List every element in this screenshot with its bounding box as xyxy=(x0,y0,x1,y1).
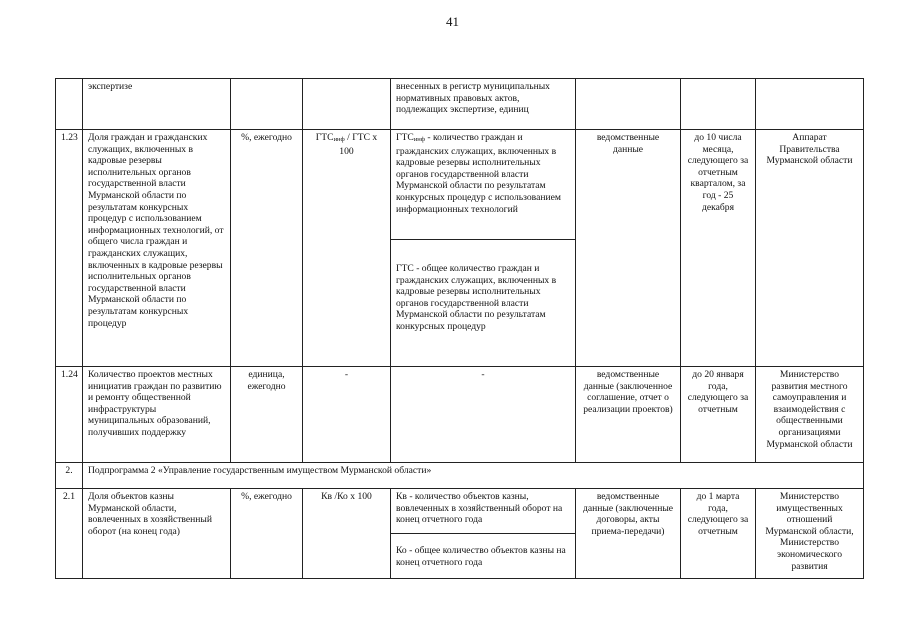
cell-formula-desc: внесенных в регистр муниципальных нормативных правовых актов, подлежащих экспертизе, единиц xyxy=(391,79,576,130)
formula-text: ГТС xyxy=(315,132,334,143)
cell-name: Доля граждан и гражданских служащих, включенных в кадровые резервы исполнительных органов государственной власти Мурманской области по результатам конкурсных процедур с использованием информационных технологий, от общего числа граждан и гражданских служащих, включенных в кадровые резервы исполнительных органов государственной власти Мурманской области по результатам конкурсных процедур xyxy=(83,130,231,367)
cell-deadline: до 10 числа месяца, следующего за отчетным кварталом, за год - 25 декабря xyxy=(681,130,756,367)
subprogram-title: Подпрограмма 2 «Управление государственным имуществом Мурманской области» xyxy=(83,463,864,489)
cell-deadline: до 1 марта года, следующего за отчетным xyxy=(681,489,756,579)
cell-formula xyxy=(303,79,391,130)
table-row xyxy=(56,489,864,534)
cell-deadline: до 20 января года, следующего за отчетным xyxy=(681,367,756,463)
cell-unit: единица, ежегодно xyxy=(231,367,303,463)
cell-formula: Кв /Ко x 100 xyxy=(303,489,391,579)
cell-formula-desc xyxy=(391,130,576,240)
cell-formula-desc: ГТС - общее количество граждан и гражданских служащих, включенных в кадровые резервы исполнительных органов государственной власти Мурманской области по результатам конкурсных процедур xyxy=(391,240,576,367)
cell-num: 1.24 xyxy=(56,367,83,463)
cell-unit: %, ежегодно xyxy=(231,489,303,579)
table-row xyxy=(56,79,864,130)
table-row xyxy=(56,367,864,463)
cell-formula-desc: - xyxy=(391,367,576,463)
cell-responsible: Министерство имущественных отношений Мурманской области, Министерство экономического развития xyxy=(756,489,864,579)
cell-unit xyxy=(231,79,303,130)
desc-subscript: инф xyxy=(413,136,425,143)
cell-source: ведомственные данные (заключенные договоры, акты приема-передачи) xyxy=(576,489,681,579)
cell-formula-desc: Ко - общее количество объектов казны на конец отчетного года xyxy=(391,534,576,579)
formula-subscript: инф xyxy=(333,136,345,143)
cell-deadline xyxy=(681,79,756,130)
indicators-table xyxy=(55,78,864,579)
cell-formula: - xyxy=(303,367,391,463)
table-row xyxy=(56,130,864,240)
formula-text: / ГТС x 100 xyxy=(339,132,378,157)
cell-name: Количество проектов местных инициатив граждан по развитию и ремонту общественной инфраструктуры муниципальных образований, получивших поддержку xyxy=(83,367,231,463)
cell-formula-desc: Кв - количество объектов казны, вовлеченных в хозяйственный оборот на конец отчетного года xyxy=(391,489,576,534)
cell-source: ведомственные данные (заключенное соглашение, отчет о реализации проектов) xyxy=(576,367,681,463)
cell-num: 1.23 xyxy=(56,130,83,367)
desc-text: ГТС xyxy=(396,132,414,143)
cell-responsible xyxy=(756,79,864,130)
cell-name: экспертизе xyxy=(83,79,231,130)
cell-unit: %, ежегодно xyxy=(231,130,303,367)
cell-formula xyxy=(303,130,391,367)
cell-responsible: Аппарат Правительства Мурманской области xyxy=(756,130,864,367)
cell-num: 2. xyxy=(56,463,83,489)
desc-text: - количество граждан и гражданских служащих, включенных в кадровые резервы исполнительных органов государственной власти Мурманской области по результатам конкурсных процедур с использованием информационных технологий xyxy=(396,132,561,215)
page-number: 41 xyxy=(446,14,459,29)
cell-responsible: Министерство развития местного самоуправления и взаимодействия с общественными организациями Мурманской области xyxy=(756,367,864,463)
cell-source: ведомственные данные xyxy=(576,130,681,367)
cell-source xyxy=(576,79,681,130)
cell-name: Доля объектов казны Мурманской области, вовлеченных в хозяйственный оборот (на конец года) xyxy=(83,489,231,579)
table-row xyxy=(56,463,864,489)
cell-num: 2.1 xyxy=(56,489,83,579)
cell-num xyxy=(56,79,83,130)
